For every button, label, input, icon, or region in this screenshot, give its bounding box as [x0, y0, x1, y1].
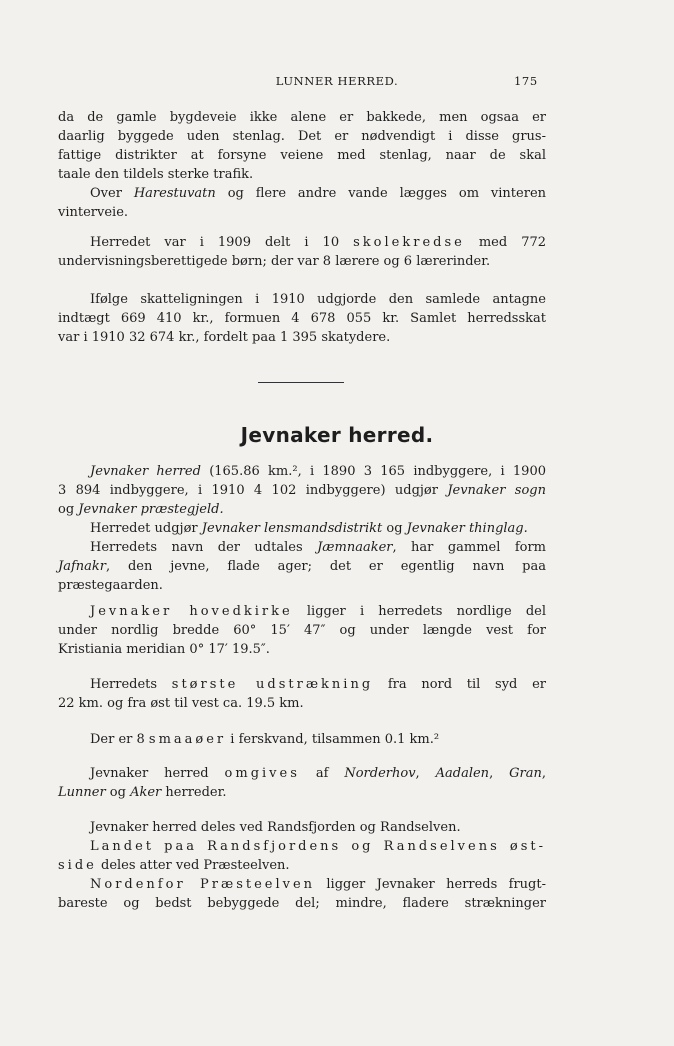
paragraph-division [58, 818, 546, 913]
section-title: Jevnaker herred. [240, 423, 434, 447]
text-line: var i 1910 32 674 kr., fordelt paa 1 395 skatydere. [58, 330, 391, 345]
paragraph-area [58, 462, 546, 595]
text-line: Nordenfor Præsteelven ligger Jevnaker herreds frugt- [90, 877, 546, 892]
text-line: Herredet var i 1909 delt i 10 skolekredse med 772 [90, 235, 547, 250]
paragraph-extent [58, 675, 546, 713]
text-line: da de gamle bygdeveie ikke alene er bakkede, men ogsaa er [58, 110, 546, 125]
paragraph-taxes [58, 290, 546, 347]
running-header: LUNNER HERRED. [275, 74, 399, 88]
text-line: 22 km. og fra øst til vest ca. 19.5 km. [58, 696, 304, 711]
text-line: side deles atter ved Præsteelven. [58, 858, 290, 873]
text-line: Herredet udgjør Jevnaker lensmandsdistrikt og Jevnaker thinglag. [90, 521, 528, 536]
paragraph-church [58, 602, 546, 659]
text-line: taale den tildels sterke trafik. [58, 167, 254, 182]
text-line: 3 894 indbyggere, i 1910 4 102 indbyggere) udgjør Jevnaker sogn [58, 483, 547, 498]
text-line: fattige distrikter at forsyne veiene med stenlag, naar de skal [58, 148, 546, 163]
text-line: Herredets navn der udtales Jæmnaaker, har gammel form [90, 540, 547, 555]
text-line: indtægt 669 410 kr., formuen 4 678 055 kr. Samlet herredsskat [58, 311, 546, 326]
section-divider [258, 382, 344, 383]
text-line: bareste og bedst bebyggede del; mindre, fladere strækninger [58, 896, 546, 911]
paragraph-borders [58, 764, 546, 802]
text-line: Herredets største udstrækning fra nord til syd er [90, 677, 546, 692]
paragraph-schools [58, 233, 546, 271]
text-line: undervisningsberettigede børn; der var 8 lærere og 6 lærerinder. [58, 254, 491, 269]
text-line: Jevnaker herred deles ved Randsfjorden og Randselven. [90, 820, 461, 835]
text-line: vinterveie. [58, 205, 129, 220]
text-line: under nordlig bredde 60° 15′ 47″ og under længde vest for [58, 623, 546, 638]
text-line: Ifølge skatteligningen i 1910 udgjorde den samlede antagne [90, 292, 546, 307]
text-line: Landet paa Randsfjordens og Randselvens øst- [90, 839, 546, 854]
text-line: Jafnakr, den jevne, flade ager; det er egentlig navn paa [58, 559, 546, 574]
text-line: Jevnaker herred (165.86 km.², i 1890 3 165 indbyggere, i 1900 [90, 464, 546, 479]
text-line: Jevnaker hovedkirke ligger i herredets nordlige del [90, 604, 546, 619]
text-line: daarlig byggede uden stenlag. Det er nødvendigt i disse grus- [58, 129, 546, 144]
text-line: Kristiania meridian 0° 17′ 19.5″. [58, 642, 270, 657]
paragraph-islands [58, 730, 546, 749]
text-line: Der er 8 smaaøer i ferskvand, tilsammen 0.1 km.² [90, 732, 440, 747]
text-line: Over Harestuvatn og flere andre vande lægges om vinteren [90, 186, 547, 201]
text-line: Jevnaker herred omgives af Norderhov, Aadalen, Gran, [90, 766, 547, 781]
text-line: præstegaarden. [58, 578, 163, 593]
paragraph-roads [58, 108, 546, 222]
text-line: Lunner og Aker herreder. [58, 785, 227, 800]
lake-name: Harestuvatn [133, 186, 216, 201]
page-number: 175 [514, 74, 538, 88]
text-line: og Jevnaker præstegjeld. [58, 502, 224, 517]
